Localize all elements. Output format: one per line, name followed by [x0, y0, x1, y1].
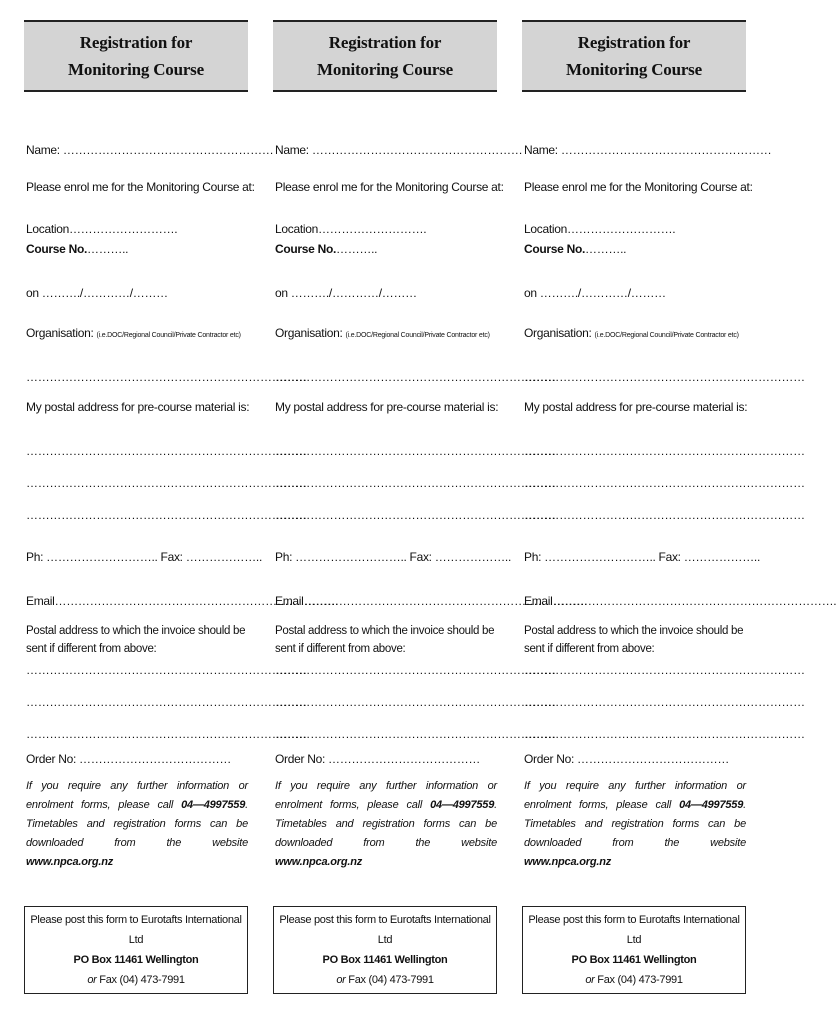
postal-field-3[interactable]: ………………………………………………………………: [524, 508, 805, 522]
post-fax: Fax (04) 473-7991: [345, 974, 434, 986]
invoice-label: Postal address to which the invoice should be sent if different from above:: [275, 625, 495, 655]
course-no-dots: ………..: [585, 242, 627, 256]
phone-fax-field[interactable]: Ph: ……………………….. Fax: ………………..: [524, 550, 760, 564]
post-or: or: [87, 974, 97, 986]
post-address: PO Box 11461 Wellington: [322, 954, 448, 966]
course-no-dots: ………..: [87, 242, 129, 256]
course-no-field[interactable]: [26, 242, 248, 256]
postal-field-3[interactable]: ………………………………………………………………: [275, 508, 556, 522]
location-field[interactable]: Location……………………….: [26, 222, 178, 236]
postal-field-2[interactable]: ………………………………………………………………: [26, 476, 307, 490]
enrol-label: Please enrol me for the Monitoring Course at:: [275, 180, 504, 194]
post-instructions-box: [522, 906, 746, 994]
date-field[interactable]: on ………./…………/………: [275, 286, 417, 300]
invoice-field-3[interactable]: ………………………………………………………………: [26, 727, 307, 741]
note-website-link[interactable]: www.npca.org.nz: [275, 856, 363, 868]
location-field[interactable]: Location……………………….: [524, 222, 676, 236]
postal-field-1[interactable]: ………………………………………………………………: [26, 444, 307, 458]
invoice-field-2[interactable]: ………………………………………………………………: [26, 695, 307, 709]
order-no-field[interactable]: Order No: …………………………………: [275, 752, 481, 766]
title-line-2: Monitoring Course: [566, 60, 702, 79]
postal-label: My postal address for pre-course material is:: [275, 400, 499, 414]
organisation-field[interactable]: ………………………………………………………………: [275, 370, 556, 384]
enrol-label: Please enrol me for the Monitoring Course at:: [26, 180, 255, 194]
organisation-label: [26, 326, 248, 340]
post-instructions-box: [24, 906, 248, 994]
post-fax-line: [87, 970, 184, 990]
invoice-field-3[interactable]: ………………………………………………………………: [524, 727, 805, 741]
invoice-label: Postal address to which the invoice should be sent if different from above:: [524, 625, 744, 655]
invoice-field-1[interactable]: ………………………………………………………………: [275, 663, 556, 677]
info-note: [275, 777, 497, 872]
course-no-label: Course No.: [26, 242, 88, 256]
info-note: [524, 777, 746, 872]
name-field[interactable]: Name: ………………………………………………: [26, 143, 274, 157]
postal-field-2[interactable]: ………………………………………………………………: [275, 476, 556, 490]
note-text: If you require any further information or enrolment forms, please call: [26, 780, 248, 811]
note-phone: 04—4997559: [181, 799, 246, 811]
post-fax: Fax (04) 473-7991: [96, 974, 185, 986]
note-text-2: . Timetables and registration forms can be downloaded from the website: [275, 799, 497, 849]
email-field[interactable]: Email……………………………………………………………….: [26, 594, 339, 608]
post-fax-line: [585, 970, 682, 990]
organisation-field[interactable]: ………………………………………………………………: [26, 370, 307, 384]
name-field[interactable]: Name: ………………………………………………: [275, 143, 523, 157]
post-line-1: Please post this form to Eurotafts International Ltd: [528, 914, 740, 946]
name-field[interactable]: Name: ………………………………………………: [524, 143, 772, 157]
postal-field-3[interactable]: ………………………………………………………………: [26, 508, 307, 522]
organisation-label-text: Organisation:: [275, 326, 346, 340]
post-line-1: Please post this form to Eurotafts International Ltd: [279, 914, 491, 946]
organisation-hint: (i.e.DOC/Regional Council/Private Contractor etc): [345, 332, 490, 339]
order-no-field[interactable]: Order No: …………………………………: [524, 752, 730, 766]
title-line-1: Registration for: [328, 33, 442, 52]
organisation-hint: (i.e.DOC/Regional Council/Private Contractor etc): [594, 332, 739, 339]
registration-form-1: [24, 0, 339, 1024]
phone-fax-field[interactable]: Ph: ……………………….. Fax: ………………..: [26, 550, 262, 564]
course-no-field[interactable]: [524, 242, 746, 256]
title-line-1: Registration for: [577, 33, 691, 52]
title-line-1: Registration for: [79, 33, 193, 52]
invoice-field-2[interactable]: ………………………………………………………………: [524, 695, 805, 709]
form-title: [24, 20, 248, 92]
organisation-label-text: Organisation:: [524, 326, 595, 340]
date-field[interactable]: on ………./…………/………: [524, 286, 666, 300]
post-or: or: [336, 974, 346, 986]
post-address: PO Box 11461 Wellington: [571, 954, 697, 966]
note-website-link[interactable]: www.npca.org.nz: [26, 856, 114, 868]
post-fax-line: [336, 970, 433, 990]
email-field[interactable]: Email……………………………………………………………….: [524, 594, 836, 608]
post-fax: Fax (04) 473-7991: [594, 974, 683, 986]
form-title: [522, 20, 746, 92]
enrol-label: Please enrol me for the Monitoring Course at:: [524, 180, 753, 194]
course-no-field[interactable]: [275, 242, 497, 256]
invoice-label: Postal address to which the invoice should be sent if different from above:: [26, 625, 246, 655]
postal-label: My postal address for pre-course material is:: [26, 400, 250, 414]
organisation-label: [275, 326, 497, 340]
postal-label: My postal address for pre-course material is:: [524, 400, 748, 414]
order-no-field[interactable]: Order No: …………………………………: [26, 752, 232, 766]
postal-field-2[interactable]: ………………………………………………………………: [524, 476, 805, 490]
invoice-field-3[interactable]: ………………………………………………………………: [275, 727, 556, 741]
registration-form-3: [522, 0, 836, 1024]
postal-field-1[interactable]: ………………………………………………………………: [275, 444, 556, 458]
course-no-label: Course No.: [524, 242, 586, 256]
note-text-2: . Timetables and registration forms can be downloaded from the website: [26, 799, 248, 849]
post-instructions-box: [273, 906, 497, 994]
organisation-field[interactable]: ………………………………………………………………: [524, 370, 805, 384]
form-title: [273, 20, 497, 92]
title-line-2: Monitoring Course: [68, 60, 204, 79]
organisation-label-text: Organisation:: [26, 326, 97, 340]
note-phone: 04—4997559: [430, 799, 495, 811]
email-field[interactable]: Email……………………………………………………………….: [275, 594, 588, 608]
course-no-label: Course No.: [275, 242, 337, 256]
organisation-hint: (i.e.DOC/Regional Council/Private Contractor etc): [96, 332, 241, 339]
registration-form-2: [273, 0, 588, 1024]
post-address: PO Box 11461 Wellington: [73, 954, 199, 966]
postal-field-1[interactable]: ………………………………………………………………: [524, 444, 805, 458]
post-or: or: [585, 974, 595, 986]
invoice-field-1[interactable]: ………………………………………………………………: [26, 663, 307, 677]
phone-fax-field[interactable]: Ph: ……………………….. Fax: ………………..: [275, 550, 511, 564]
location-field[interactable]: Location……………………….: [275, 222, 427, 236]
invoice-field-1[interactable]: ………………………………………………………………: [524, 663, 805, 677]
note-phone: 04—4997559: [679, 799, 744, 811]
note-website-link[interactable]: www.npca.org.nz: [524, 856, 612, 868]
title-line-2: Monitoring Course: [317, 60, 453, 79]
note-text: If you require any further information or enrolment forms, please call: [524, 780, 746, 811]
note-text-2: . Timetables and registration forms can be downloaded from the website: [524, 799, 746, 849]
info-note: [26, 777, 248, 872]
post-line-1: Please post this form to Eurotafts International Ltd: [30, 914, 242, 946]
note-text: If you require any further information or enrolment forms, please call: [275, 780, 497, 811]
organisation-label: [524, 326, 746, 340]
date-field[interactable]: on ………./…………/………: [26, 286, 168, 300]
invoice-field-2[interactable]: ………………………………………………………………: [275, 695, 556, 709]
course-no-dots: ………..: [336, 242, 378, 256]
